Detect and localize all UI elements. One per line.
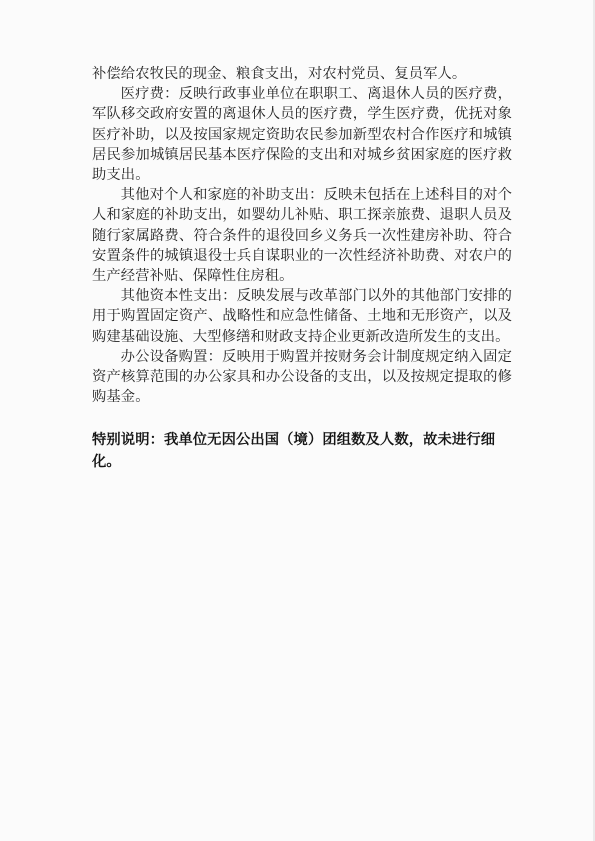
paragraph-office-equipment: 办公设备购置：反映用于购置并按财务会计制度规定纳入固定资产核算范围的办公家具和办公设备的支出，以及按规定提取的修购基金。 bbox=[92, 348, 512, 406]
document-body bbox=[92, 64, 512, 473]
paragraph-other-capital-expenditure: 其他资本性支出：反映发展与改革部门以外的其他部门安排的用于购置固定资产、战略性和应急性储备、土地和无形资产，以及购建基础设施、大型修缮和财政支持企业更新改造所发生的支出。 bbox=[92, 288, 512, 345]
paragraph-medical-expenses: 医疗费：反映行政事业单位在职职工、离退休人员的医疗费，军队移交政府安置的离退休人员的医疗费，学生医疗费，优抚对象医疗补助，以及按国家规定资助农民参加新型农村合作医疗和城镇居民参加城镇居民基本医疗保险的支出和对城乡贫困家庭的医疗救助支出。 bbox=[92, 86, 512, 184]
paragraph-other-subsidies: 其他对个人和家庭的补助支出：反映未包括在上述科目的对个人和家庭的补助支出，如婴幼儿补贴、职工探亲旅费、退职人员及随行家属路费、符合条件的退役回乡义务兵一次性建房补助、符合安置条件的城镇退役士兵自谋职业的一次性经济补助费、对农户的生产经营补贴、保障性住房租。 bbox=[92, 187, 512, 285]
paragraph-continuation: 补偿给农牧民的现金、粮食支出，对农村党员、复员军人。 bbox=[92, 66, 467, 82]
special-note: 特别说明：我单位无因公出国（境）团组数及人数，故未进行细化。 bbox=[92, 432, 496, 471]
